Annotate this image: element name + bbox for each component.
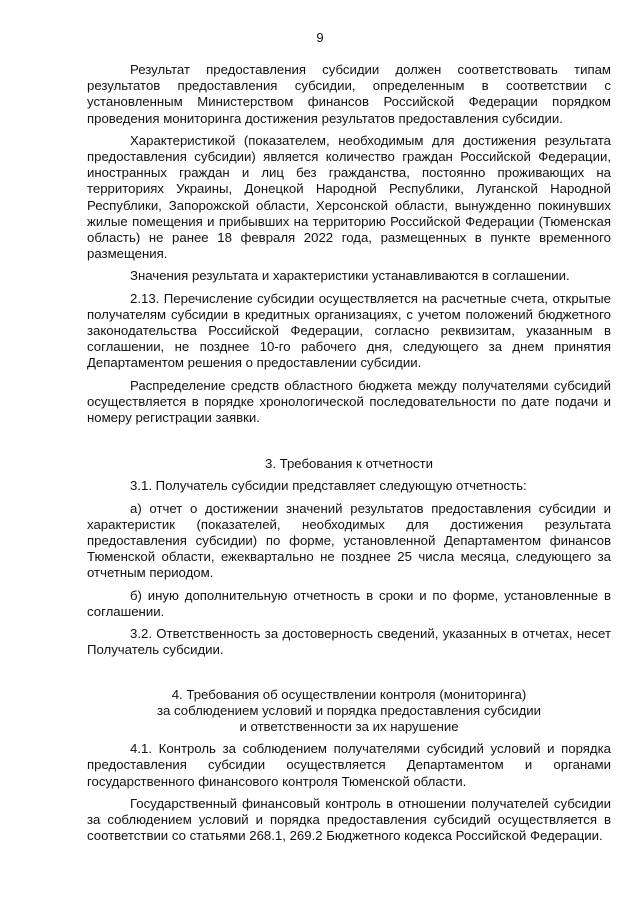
paragraph-4-1: 4.1. Контроль за соблюдением получателями субсидий условий и порядка предоставления субсидии осуществляется Департаментом и органами государственного финансового контроля Тюменской области.: [87, 741, 611, 789]
paragraph-values-in-agreement: Значения результата и характеристики устанавливаются в соглашении.: [130, 268, 570, 284]
paragraph-3-1: 3.1. Получатель субсидии представляет следующую отчетность:: [130, 478, 527, 494]
paragraph-3-1-b: б) иную дополнительную отчетность в сроки и по форме, установленные в соглашении.: [87, 587, 611, 619]
section-4-heading-line-1: 4. Требования об осуществлении контроля (мониторинга): [171, 686, 527, 702]
paragraph-result-type: Результат предоставления субсидии должен соответствовать типам результатов предоставления субсидии, определенным в соответствии с установленным Министерством финансов Российской Федерации порядком проведения мониторинга достижения результатов предоставления субсидии.: [87, 62, 611, 126]
section-3-heading: 3. Требования к отчетности: [265, 456, 433, 472]
paragraph-2-13-transfer: 2.13. Перечисление субсидии осуществляется на расчетные счета, открытые получателям субсидии в кредитных организациях, с учетом положений бюджетного законодательства Российской Федерации, согласно реквизитам, указанным в соглашении, не позднее 10-го рабочего дня, следующего за днем принятия Департаментом решения о предоставлении субсидии.: [87, 290, 611, 371]
paragraph-state-financial-control: Государственный финансовый контроль в отношении получателей субсидии за соблюдением условий и порядка предоставления субсидий осуществляется в соответствии со статьями 268.1, 269.2 Бюджетного кодекса Российской Федерации.: [87, 795, 611, 844]
spacer: [87, 432, 611, 456]
section-4-heading-line-2: за соблюдением условий и порядка предоставления субсидии: [156, 702, 541, 718]
section-4-heading-line-3: и ответственности за их нарушение: [239, 718, 459, 734]
spacer: [87, 665, 611, 687]
paragraph-3-1-a: а) отчет о достижении значений результатов предоставления субсидии и характеристик (показателей, необходимых для достижения результата предоставления субсидии) по форме, установленной Департаментом финансов Тюменской области, ежеквартально не позднее 25 числа месяца, следующего за отчетным периодом.: [87, 500, 611, 581]
paragraph-3-2: 3.2. Ответственность за достоверность сведений, указанных в отчетах, несет Получатель субсидии.: [87, 626, 611, 658]
document-body: [87, 62, 611, 850]
paragraph-characteristic: Характеристикой (показателем, необходимым для достижения результата предоставления субсидии) является количество граждан Российской Федерации, иностранных граждан и лиц без гражданства, постоянно проживающих на территориях Украины, Донецкой Народной Республики, Луганской Народной Республики, Запорожской области, Херсонской области, вынужденно покинувших жилые помещения и прибывших на территорию Российской Федерации (Тюменская область) не ранее 18 февраля 2022 года, размещенных в пункте временного размещения.: [87, 132, 611, 262]
page-number: 9: [316, 30, 324, 45]
paragraph-budget-distribution: Распределение средств областного бюджета между получателями субсидий осуществляется в порядке хронологической последовательности по дате подачи и номеру регистрации заявки.: [87, 377, 611, 426]
